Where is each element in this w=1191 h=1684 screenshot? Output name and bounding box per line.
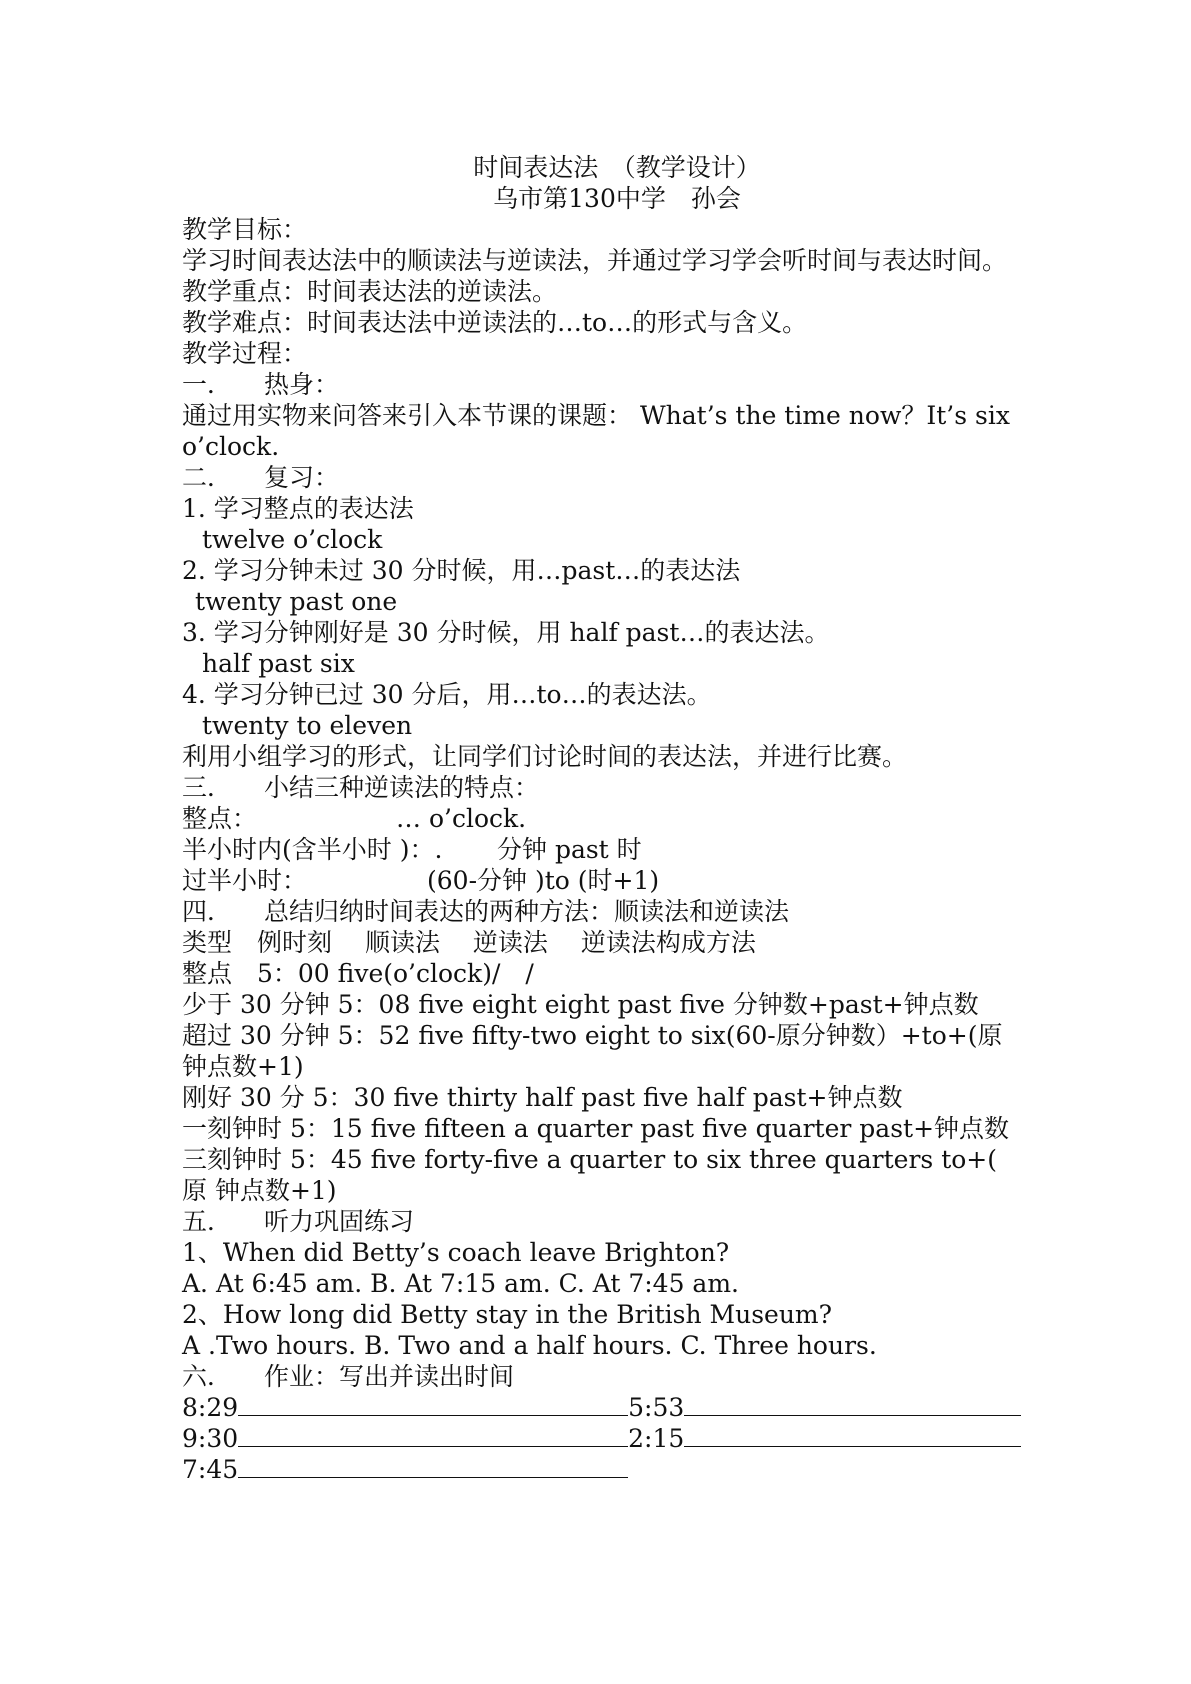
document-body: [182, 152, 1012, 1485]
homework-time: 9:30: [182, 1424, 239, 1453]
section-1-heading: [182, 369, 1012, 400]
review-item-example: twenty past one: [195, 587, 398, 616]
review-item-label: 3. 学习分钟刚好是 30 分时候，用 half past…的表达法。: [182, 618, 830, 647]
section-title: 热身：: [264, 370, 340, 399]
summary-label: 整点：: [182, 804, 258, 833]
method-line: 刚好 30 分 5：30 five thirty half past five half past+钟点数: [182, 1083, 903, 1112]
key-point: 教学重点：时间表达法的逆读法。: [182, 277, 558, 306]
homework-row: [182, 1423, 1012, 1454]
answer-blank[interactable]: [684, 1424, 1021, 1447]
section-2-heading: [182, 462, 1012, 493]
listening-question: 1、When did Betty’s coach leave Brighton?: [182, 1238, 730, 1267]
method-line: 整点 5：00 five(o’clock)/ /: [182, 959, 534, 988]
group-activity-text: 利用小组学习的形式，让同学们讨论时间的表达法，并进行比赛。: [182, 742, 908, 771]
answer-blank[interactable]: [238, 1455, 628, 1478]
section-number: 二．: [182, 463, 233, 492]
homework-time: 5:53: [628, 1393, 685, 1422]
section-5-heading: [182, 1206, 1012, 1237]
answer-blank[interactable]: [684, 1393, 1021, 1416]
homework-row: [182, 1454, 1012, 1485]
answer-blank[interactable]: [238, 1424, 628, 1447]
section-3-heading: [182, 772, 1012, 803]
homework-time: 7:45: [182, 1455, 239, 1484]
review-item-example: twenty to eleven: [202, 711, 413, 740]
listening-question: 2、How long did Betty stay in the British Museum?: [182, 1300, 833, 1329]
section-number: 一．: [182, 370, 233, 399]
summary-value: 分钟 past 时: [497, 835, 642, 864]
section-title: 总结归纳时间表达的两种方法：顺读法和逆读法: [264, 897, 790, 926]
section-number: 五．: [182, 1207, 233, 1236]
listening-options: A .Two hours. B. Two and a half hours. C. Three hours.: [182, 1331, 877, 1360]
section-title: 小结三种逆读法的特点：: [264, 773, 540, 802]
method-line: 类型 例时刻 顺读法 逆读法 逆读法构成方法: [182, 928, 756, 957]
summary-row: [182, 834, 1012, 865]
summary-label: 过半小时：: [182, 866, 308, 895]
section-number: 四．: [182, 897, 233, 926]
review-item-example: twelve o’clock: [202, 525, 383, 554]
process-heading: 教学过程：: [182, 339, 308, 368]
summary-row: [182, 865, 1012, 896]
listening-options: A. At 6:45 am. B. At 7:15 am. C. At 7:45 am.: [182, 1269, 739, 1298]
method-line: 超过 30 分钟 5：52 five fifty-two eight to six(60-原分钟数）+to+(原钟点数+1): [182, 1021, 1003, 1081]
summary-value: … o’clock.: [396, 804, 527, 833]
summary-label: 半小时内(含半小时 )：.: [182, 835, 443, 864]
review-item-label: 4. 学习分钟已过 30 分后，用…to…的表达法。: [182, 680, 712, 709]
section-title: 作业：写出并读出时间: [264, 1362, 515, 1391]
goal-heading: 教学目标：: [182, 215, 308, 244]
review-item-label: 2. 学习分钟未过 30 分时候，用…past…的表达法: [182, 556, 741, 585]
document-author: 乌市第130中学 孙会: [493, 184, 741, 213]
section-4-heading: [182, 896, 1012, 927]
summary-row: [182, 803, 1012, 834]
review-item-example: half past six: [202, 649, 355, 678]
method-line: 少于 30 分钟 5：08 five eight eight past five 分钟数+past+钟点数: [182, 990, 979, 1019]
section-6-heading: [182, 1361, 1012, 1392]
homework-time: 8:29: [182, 1393, 239, 1422]
goal-text: 学习时间表达法中的顺读法与逆读法，并通过学习学会听时间与表达时间。: [182, 246, 1008, 275]
method-line: 一刻钟时 5：15 five fifteen a quarter past five quarter past+钟点数: [182, 1114, 1010, 1143]
summary-value: (60-分钟 )to (时+1): [427, 866, 660, 895]
section-title: 复习：: [264, 463, 340, 492]
homework-row: [182, 1392, 1012, 1423]
method-line: 三刻钟时 5：45 five forty-five a quarter to six three quarters to+( 原 钟点数+1): [182, 1145, 997, 1205]
homework-time: 2:15: [628, 1424, 685, 1453]
section-title: 听力巩固练习: [264, 1207, 415, 1236]
document-title: 时间表达法 （教学设计）: [473, 153, 761, 182]
section-1-text: 通过用实物来问答来引入本节课的课题： What’s the time now？It’s six o’clock.: [182, 401, 1010, 461]
difficulty: 教学难点：时间表达法中逆读法的…to…的形式与含义。: [182, 308, 808, 337]
section-number: 三．: [182, 773, 233, 802]
answer-blank[interactable]: [238, 1393, 628, 1416]
review-item-label: 1. 学习整点的表达法: [182, 494, 414, 523]
section-number: 六．: [182, 1362, 233, 1391]
